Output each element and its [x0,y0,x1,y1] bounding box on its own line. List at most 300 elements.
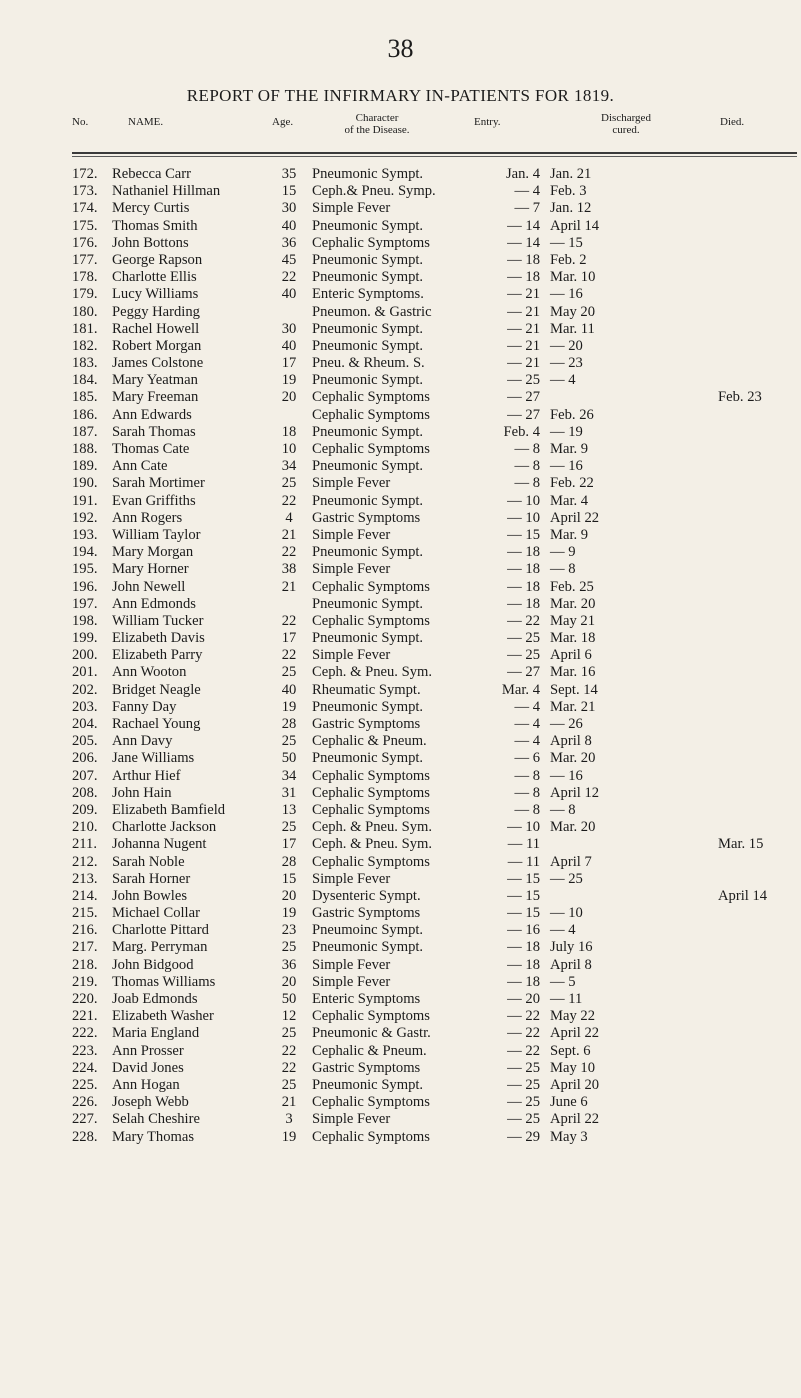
cell-discharged: July 16 [550,939,593,956]
table-row [0,183,801,200]
cell-entry: — 18 [507,544,540,561]
cell-disease: Pneumonic Sympt. [312,750,424,767]
cell-name: Thomas Williams [112,973,216,990]
cell-disease: Rheumatic Sympt. [312,681,421,698]
cell-discharged: — 15 [550,234,583,251]
cell-no: 194. [72,544,98,561]
cell-disease: Pneumonic Sympt. [312,630,424,647]
cell-name: Rachel Howell [112,320,200,337]
cell-entry: — 18 [507,269,540,286]
cell-no: 176. [72,234,98,251]
cell-entry: — 8 [514,458,540,475]
cell-entry: — 7 [514,200,540,217]
cell-discharged: — 25 [550,870,583,887]
cell-name: Mercy Curtis [112,200,190,217]
cell-entry: — 21 [507,337,540,354]
table-row [0,785,801,802]
cell-no: 175. [72,217,98,234]
cell-entry: — 10 [507,819,540,836]
cell-name: Sarah Horner [112,870,191,887]
cell-discharged: April 8 [550,733,592,750]
cell-discharged: — 4 [550,922,576,939]
cell-disease: Simple Fever [312,200,391,217]
cell-no: 213. [72,870,98,887]
cell-entry: — 11 [507,853,540,870]
table-row [0,269,801,286]
cell-age: 15 [281,870,297,887]
cell-age: 20 [281,389,297,406]
table-row [0,235,801,252]
cell-disease: Cephalic & Pneum. [312,733,427,750]
cell-entry: — 25 [507,372,540,389]
table-row [0,664,801,681]
header-disease-line1: Character [355,112,399,124]
cell-disease: Gastric Symptoms [312,905,421,922]
cell-discharged: — 8 [550,561,576,578]
cell-discharged: Mar. 9 [550,526,589,543]
cell-entry: — 15 [507,526,540,543]
cell-disease: Pneumonic & Gastr. [312,1025,431,1042]
cell-name: Charlotte Jackson [112,819,217,836]
table-row [0,424,801,441]
cell-entry: — 18 [507,595,540,612]
cell-entry: — 27 [507,389,540,406]
cell-entry: — 18 [507,956,540,973]
patient-table [0,166,801,1146]
cell-no: 188. [72,441,98,457]
cell-discharged: — 20 [550,337,583,354]
cell-no: 225. [72,1076,98,1093]
cell-entry: — 4 [514,183,540,200]
cell-discharged: May 10 [550,1059,595,1076]
cell-disease: Cephalic Symptoms [312,801,430,818]
cell-no: 199. [72,630,98,647]
cell-entry: — 18 [507,561,540,578]
cell-entry: — 21 [507,355,540,372]
cell-no: 205. [72,733,98,750]
cell-disease: Ceph. & Pneu. Sym. [312,836,432,853]
cell-name: Lucy Williams [112,286,199,303]
cell-disease: Cephalic Symptoms [312,1128,430,1145]
cell-disease: Cephalic & Pneum. [312,1042,427,1059]
cell-no: 217. [72,939,98,956]
table-row [0,991,801,1008]
table-row [0,304,801,321]
cell-name: Ann Hogan [112,1076,180,1093]
cell-name: Robert Morgan [112,337,202,354]
cell-disease: Cephalic Symptoms [312,389,430,406]
cell-entry: — 25 [507,647,540,664]
table-row [0,905,801,922]
table-row [0,166,801,183]
cell-discharged: — 9 [550,544,576,561]
header-entry: Entry. [474,116,501,128]
cell-name: Thomas Cate [112,441,190,457]
cell-age: 13 [281,801,297,818]
cell-discharged: April 12 [550,784,600,801]
cell-disease: Enteric Symptoms. [312,286,424,303]
cell-discharged: April 20 [550,1076,600,1093]
table-row [0,957,801,974]
cell-entry: — 27 [507,406,540,423]
cell-no: 193. [72,526,98,543]
cell-discharged: Sept. 14 [550,681,598,698]
cell-disease: Gastric Symptoms [312,1059,421,1076]
cell-name: Michael Collar [112,905,200,922]
cell-age: 19 [281,905,297,922]
table-row [0,389,801,406]
table-row [0,682,801,699]
cell-no: 202. [72,681,98,698]
table-row [0,561,801,578]
cell-age: 17 [281,630,297,647]
cell-discharged: Feb. 2 [550,251,587,268]
table-row [0,218,801,235]
cell-entry: — 8 [514,784,540,801]
cell-name: Elizabeth Washer [112,1008,214,1025]
cell-no: 178. [72,269,98,286]
cell-name: Arthur Hief [112,767,181,784]
cell-no: 203. [72,698,98,715]
cell-entry: Jan. 4 [505,166,540,182]
cell-discharged: April 22 [550,509,600,526]
cell-age: 20 [281,887,297,904]
table-row [0,888,801,905]
cell-discharged: Mar. 11 [550,320,595,337]
cell-age: 30 [281,200,297,217]
cell-age: 36 [281,956,297,973]
cell-age: 28 [281,853,297,870]
table-row [0,372,801,389]
cell-entry: — 21 [507,286,540,303]
cell-name: William Taylor [112,526,201,543]
cell-entry: — 8 [514,475,540,492]
cell-entry: — 25 [507,1076,540,1093]
cell-entry: — 10 [507,509,540,526]
cell-no: 212. [72,853,98,870]
cell-discharged: Mar. 9 [550,441,589,457]
cell-entry: — 20 [507,991,540,1007]
table-row [0,871,801,888]
cell-disease: Simple Fever [312,1111,391,1128]
cell-no: 226. [72,1094,98,1111]
cell-no: 216. [72,922,98,939]
cell-disease: Cephalic Symptoms [312,1094,430,1111]
cell-discharged: May 3 [550,1128,588,1145]
header-discharged-line2: cured. [612,124,640,136]
cell-discharged: Mar. 20 [550,819,596,836]
header-rule-thin [72,156,797,157]
cell-disease: Pneumonic Sympt. [312,492,424,509]
cell-no: 185. [72,389,98,406]
cell-no: 187. [72,423,98,440]
table-row [0,613,801,630]
table-row [0,579,801,596]
cell-discharged: May 22 [550,1008,595,1025]
header-rule-thick [72,152,797,154]
cell-age: 22 [281,647,297,664]
cell-no: 200. [72,647,98,664]
cell-no: 208. [72,784,98,801]
cell-discharged: — 26 [550,716,583,732]
header-discharged [578,112,674,136]
cell-no: 209. [72,801,98,818]
table-row [0,974,801,991]
cell-no: 186. [72,406,98,423]
cell-entry: — 8 [514,441,540,457]
cell-age: 30 [281,320,297,337]
cell-no: 183. [72,355,98,372]
cell-name: Jane Williams [112,750,195,767]
cell-disease: Simple Fever [312,973,391,990]
cell-disease: Pneumonic Sympt. [312,320,424,337]
cell-disease: Simple Fever [312,647,391,664]
cell-disease: Gastric Symptoms [312,509,421,526]
table-row [0,819,801,836]
cell-entry: — 25 [507,630,540,647]
cell-age: 22 [281,492,297,509]
cell-name: Elizabeth Davis [112,630,205,647]
header-died: Died. [720,116,745,128]
cell-discharged: Mar. 4 [550,492,589,509]
cell-name: John Newell [112,578,186,595]
cell-age: 22 [281,612,297,629]
cell-entry: — 21 [507,303,540,320]
cell-entry: — 22 [507,612,540,629]
cell-name: William Tucker [112,612,204,629]
cell-age: 17 [281,836,297,853]
cell-discharged: April 14 [550,217,600,234]
cell-age: 45 [281,251,297,268]
table-row [0,338,801,355]
cell-age: 34 [281,458,297,475]
cell-no: 182. [72,337,98,354]
cell-age: 40 [281,217,297,234]
cell-name: Charlotte Ellis [112,269,197,286]
cell-name: John Bottons [112,234,189,251]
cell-age: 15 [281,183,297,200]
cell-disease: Pneumonic Sympt. [312,1076,424,1093]
cell-no: 214. [72,887,98,904]
table-row [0,458,801,475]
cell-discharged: — 8 [550,801,576,818]
cell-name: Johanna Nugent [112,836,207,853]
cell-disease: Gastric Symptoms [312,716,421,732]
cell-age: 3 [285,1111,293,1128]
cell-age: 34 [281,767,297,784]
cell-disease: Pneumonic Sympt. [312,544,424,561]
cell-age: 21 [281,1094,297,1111]
cell-died: April 14 [718,887,768,904]
cell-name: Selah Cheshire [112,1111,200,1128]
table-row [0,750,801,767]
cell-disease: Cephalic Symptoms [312,853,430,870]
cell-name: Mary Horner [112,561,189,578]
cell-no: 195. [72,561,98,578]
cell-discharged: — 5 [550,973,576,990]
cell-no: 221. [72,1008,98,1025]
cell-no: 224. [72,1059,98,1076]
cell-discharged: — 23 [550,355,583,372]
cell-age: 19 [281,698,297,715]
cell-discharged: Mar. 20 [550,750,596,767]
cell-age: 22 [281,269,297,286]
cell-name: Joab Edmonds [112,991,198,1007]
cell-discharged: Feb. 22 [550,475,594,492]
cell-discharged: — 11 [550,991,583,1007]
cell-entry: — 11 [507,836,540,853]
cell-discharged: April 22 [550,1111,600,1128]
table-row [0,699,801,716]
cell-discharged: Mar. 20 [550,595,596,612]
cell-name: Ann Rogers [112,509,183,526]
table-row [0,544,801,561]
table-row [0,854,801,871]
header-discharged-line1: Discharged [601,112,651,124]
cell-entry: — 21 [507,320,540,337]
table-row [0,1060,801,1077]
cell-disease: Simple Fever [312,526,391,543]
cell-entry: — 29 [507,1128,540,1145]
cell-name: Elizabeth Bamfield [112,801,226,818]
cell-disease: Pneumonic Sympt. [312,939,424,956]
cell-discharged: April 6 [550,647,592,664]
table-row [0,1077,801,1094]
cell-entry: Feb. 4 [503,423,540,440]
cell-entry: — 8 [514,801,540,818]
cell-disease: Ceph. & Pneu. Sym. [312,664,432,681]
cell-no: 184. [72,372,98,389]
cell-no: 207. [72,767,98,784]
cell-no: 198. [72,612,98,629]
cell-disease: Pneumonic Sympt. [312,166,424,182]
cell-age: 25 [281,819,297,836]
cell-name: Mary Freeman [112,389,199,406]
cell-discharged: — 10 [550,905,583,922]
cell-no: 177. [72,251,98,268]
cell-entry: — 18 [507,251,540,268]
cell-no: 220. [72,991,98,1007]
cell-entry: — 22 [507,1042,540,1059]
cell-disease: Cephalic Symptoms [312,784,430,801]
page-number: 38 [387,34,414,63]
cell-disease: Pneu. & Rheum. S. [312,355,425,372]
cell-name: Charlotte Pittard [112,922,209,939]
cell-entry: — 14 [507,217,540,234]
page-title: REPORT OF THE INFIRMARY IN-PATIENTS FOR 1819. [186,86,615,105]
cell-discharged: — 4 [550,372,576,389]
table-row [0,922,801,939]
cell-no: 215. [72,905,98,922]
cell-disease: Pneumonic Sympt. [312,698,424,715]
cell-age: 25 [281,664,297,681]
cell-age: 21 [281,578,297,595]
cell-age: 50 [281,991,297,1007]
cell-no: 174. [72,200,98,217]
cell-age: 18 [281,423,297,440]
cell-name: Mary Yeatman [112,372,198,389]
table-row [0,475,801,492]
cell-age: 23 [281,922,297,939]
cell-name: John Bidgood [112,956,194,973]
cell-no: 211. [72,836,97,853]
cell-disease: Enteric Symptoms [312,991,421,1007]
cell-age: 17 [281,355,297,372]
cell-disease: Cephalic Symptoms [312,578,430,595]
cell-age: 40 [281,286,297,303]
cell-name: Thomas Smith [112,217,198,234]
cell-discharged: June 6 [550,1094,588,1111]
cell-no: 206. [72,750,98,767]
cell-no: 201. [72,664,98,681]
cell-discharged: — 16 [550,458,583,475]
cell-discharged: — 16 [550,286,583,303]
cell-name: Nathaniel Hillman [112,183,221,200]
cell-name: George Rapson [112,251,203,268]
cell-age: 25 [281,1076,297,1093]
cell-disease: Pneumonic Sympt. [312,337,424,354]
cell-name: Ann Edmonds [112,595,196,612]
cell-discharged: April 22 [550,1025,600,1042]
cell-age: 40 [281,337,297,354]
table-row [0,647,801,664]
cell-discharged: April 7 [550,853,592,870]
cell-entry: — 15 [507,905,540,922]
cell-no: 192. [72,509,98,526]
cell-disease: Cephalic Symptoms [312,441,430,457]
cell-entry: — 8 [514,767,540,784]
table-row [0,493,801,510]
cell-entry: — 22 [507,1025,540,1042]
cell-entry: — 16 [507,922,540,939]
cell-age: 40 [281,681,297,698]
cell-age: 21 [281,526,297,543]
table-row [0,286,801,303]
cell-entry: — 25 [507,1059,540,1076]
table-row [0,510,801,527]
table-row [0,596,801,613]
header-name: NAME. [128,116,164,128]
cell-name: Bridget Neagle [112,681,201,698]
cell-entry: Mar. 4 [501,681,540,698]
cell-died: Feb. 23 [718,389,762,406]
cell-no: 191. [72,492,98,509]
cell-age: 20 [281,973,297,990]
cell-no: 197. [72,595,98,612]
cell-name: Mary Thomas [112,1128,195,1145]
table-row [0,939,801,956]
cell-age: 36 [281,234,297,251]
cell-no: 204. [72,716,98,732]
cell-discharged: Jan. 21 [550,166,592,182]
cell-disease: Cephalic Symptoms [312,1008,430,1025]
cell-discharged: — 19 [550,423,583,440]
cell-no: 219. [72,973,98,990]
cell-entry: — 14 [507,234,540,251]
cell-discharged: May 20 [550,303,595,320]
cell-no: 189. [72,458,98,475]
cell-disease: Pneumonic Sympt. [312,595,424,612]
cell-disease: Pneumonic Sympt. [312,423,424,440]
cell-entry: — 4 [514,716,540,732]
table-row [0,1129,801,1146]
cell-age: 10 [281,441,297,457]
table-row [0,200,801,217]
cell-no: 227. [72,1111,98,1128]
cell-disease: Simple Fever [312,870,391,887]
table-row [0,733,801,750]
table-row [0,630,801,647]
